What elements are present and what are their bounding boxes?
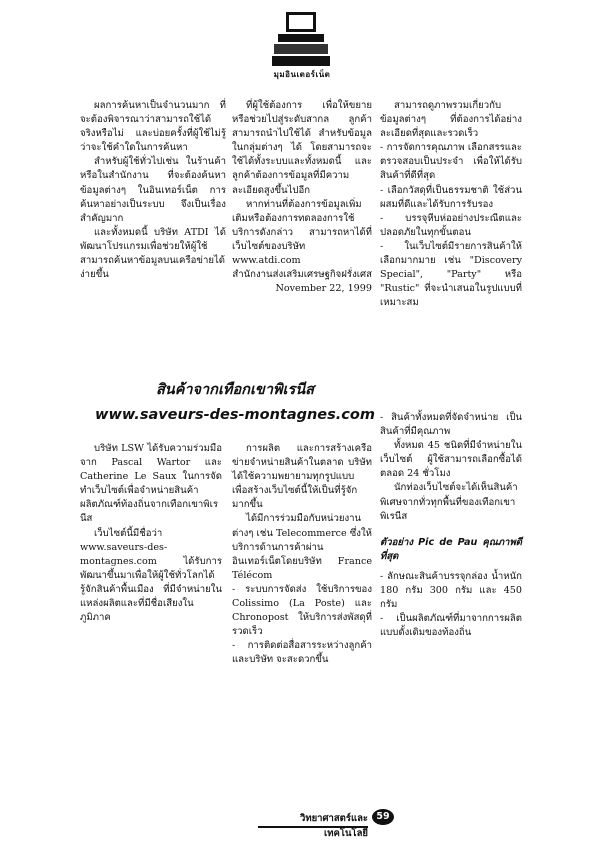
article-date: November 22, 1999 [275,283,372,295]
paragraph: บริษัท LSW ได้รับความร่วมมือจาก Pascal Wartor และ Catherine Le Saux ในการจัดทำเว็บไซต์เพื่อจำหน่ายสินค้าผลิตภัณฑ์ท้องถิ่นจากเทือกเขาพิเรนีส [80,443,222,525]
article-column-4 [80,442,222,625]
article-column-2 [232,99,372,296]
paragraph: และทั้งหมดนี้ บริษัท ATDI ได้พัฒนาโปรแกรมเพื่อช่วยให้ผู้ใช้สามารถค้นหาข้อมูลบนเครือข่ายได้ง่ายขึ้น [80,226,226,281]
article-column-6 [380,411,522,640]
paragraph: สามารถดูภาพรวมเกี่ยวกับข้อมูลต่างๆ ที่ต้องการได้อย่างละเอียดที่สุดและรวดเร็ว [380,100,522,140]
article-source: สำนักงานส่งเสริมเศรษฐกิจฝรั่งเศส [232,269,372,281]
article-headline: สินค้าจากเทือกเขาพิเรนีส [155,382,315,398]
article-column-5 [232,442,372,668]
paragraph: ได้มีการร่วมมือกับหน่วยงานต่างๆ เช่น Telecommerce ซึ่งให้บริการด้านการค้าผ่านอินเทอร์เน็ตโดยบริษัท France Télécom [232,513,372,581]
section-label: มุมอินเตอร์เน็ต [273,70,331,79]
list-item: - การจัดการคุณภาพ เลือกสรรและตรวจสอบเป็นประจำ เพื่อให้ได้รับสินค้าที่ดีที่สุด [380,142,522,182]
paragraph: การผลิต และการสร้างเครือข่ายจำหน่ายสินค้าในตลาด บริษัทได้ใช้ความพยายามทุกรูปแบบ เพื่อสร้างเว็บไซต์นี้ให้เป็นที่รู้จักมากขึ้น [232,443,372,511]
article-headline-url: www.saveurs-des-montagnes.com [95,407,375,423]
list-item: - เป็นผลิตภัณฑ์ที่มาจากการผลิตแบบดั้งเดิมของท้องถิ่น [380,613,522,639]
list-item: - ในเว็บไซต์มีรายการสินค้าให้เลือกมากมาย เช่น "Discovery Special", "Party" หรือ "Rustic" ที่จะนำเสนอในรูปแบบที่เหมาะสม [380,240,522,309]
list-item: - ระบบการจัดส่ง ใช้บริการของ Colissimo (La Poste) และ Chronopost ให้บริการส่งพัสดุที่รวดเร็ว [232,583,372,638]
paragraph: สำหรับผู้ใช้ทั่วไปเช่น ในร้านค้าหรือในสำนักงาน ที่จะต้องค้นหาข้อมูลต่างๆ ในอินเทอร์เน็ต การค้นหาอย่างเป็นระบบ จึงเป็นเรื่องสำคัญมาก [80,156,226,224]
section-logo-icon [270,10,332,76]
paragraph: เว็บไซต์นี้มีชื่อว่า www.saveurs-des-montagnes.com ได้รับการพัฒนาขึ้นมาเพื่อให้ผู้ใช้ทั่วโลกได้รู้จักสินค้าพื้นเมือง ที่มีจำหน่ายในแหล่งผลิตและที่มีชื่อเสียงในภูมิภาค [80,527,222,624]
list-item: - การติดต่อสื่อสารระหว่างลูกค้าและบริษัท จะสะดวกขึ้น [232,640,372,666]
list-item: - เลือกวัสดุที่เป็นธรรมชาติ ใช้ส่วนผสมที่ดีและได้รับการรับรอง [380,184,522,210]
paragraph: นักท่องเว็บไซต์จะได้เห็นสินค้าพิเศษจากทั่วทุกพื้นที่ของเทือกเขาพิเรนีส [380,482,518,522]
footer-magazine-name: วิทยาศาสตร์และเทคโนโลยี [300,813,368,839]
paragraph: ทั้งหมด 45 ชนิดที่มีจำหน่ายในเว็บไซต์ ผู้ใช้สามารถเลือกซื้อได้ตลอด 24 ชั่วโมง [380,440,522,480]
page-number: 59 [372,809,394,825]
paragraph: หากท่านที่ต้องการข้อมูลเพิ่มเติมหรือต้องการทดลองการใช้บริการดังกล่าว สามารถหาได้ที่เว็บไซต์ของบริษัท www.atdi.com [232,198,372,267]
footer-divider [258,826,368,828]
list-item: - สินค้าทั้งหมดที่จัดจำหน่าย เป็นสินค้าที่มีคุณภาพ [380,412,522,438]
article-column-3 [380,99,522,310]
article-column-1 [80,99,226,282]
list-item: - บรรจุหีบห่ออย่างประณีตและปลอดภัยในทุกขั้นตอน [380,212,522,238]
paragraph: ผลการค้นหาเป็นจำนวนมาก ที่จะต้องพิจารณาว่าสามารถใช้ได้จริงหรือไม่ และบ่อยครั้งที่ผู้ใช้ไม่รู้ว่าจะใช้คำใดในการค้นหา [80,100,226,154]
paragraph: ที่ผู้ใช้ต้องการ เพื่อให้ขยายหรือช่วยไปสู่ระดับสากล ลูกค้าสามารถนำไปใช้ได้ สำหรับข้อมูลในกลุ่มต่างๆ ได้ โดยสามารถจะใช้ได้ทั้งระบบและทั้งหมดนี้ และลูกค้าต้องการข้อมูลที่มีความละเอียดสูงขึ้นไปอีก [232,100,372,196]
article-subheading: ตัวอย่าง Pic de Pau คุณภาพดีที่สุด [380,536,522,562]
list-item: - ลักษณะสินค้าบรรจุกล่อง น้ำหนัก 180 กรัม 300 กรัม และ 450 กรัม [380,570,522,611]
